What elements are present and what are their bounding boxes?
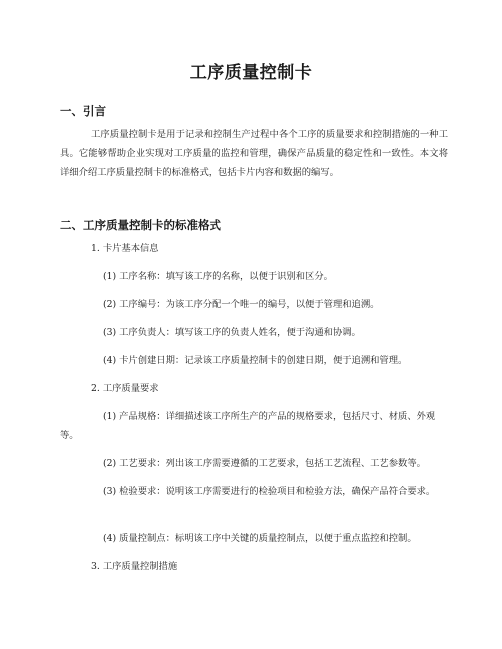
subitem-product-spec: (1) 产品规格：详细描述该工序所生产的产品的规格要求，包括尺寸、材质、外观等。 bbox=[60, 411, 436, 441]
section-heading-standard-format: 二、工序质量控制卡的标准格式 bbox=[60, 218, 221, 232]
subitem-quality-control-points: (4) 质量控制点：标明该工序中关键的质量控制点，以便于重点监控和控制。 bbox=[103, 533, 417, 544]
item-card-basic-info: 1. 卡片基本信息 bbox=[91, 243, 159, 254]
document-title: 工序质量控制卡 bbox=[189, 63, 313, 83]
item-quality-control-measures: 3. 工序质量控制措施 bbox=[91, 561, 178, 572]
item-quality-requirements: 2. 工序质量要求 bbox=[91, 383, 159, 394]
subitem-process-number: (2) 工序编号：为该工序分配一个唯一的编号，以便于管理和追溯。 bbox=[103, 299, 380, 310]
section-heading-introduction: 一、引言 bbox=[60, 104, 106, 118]
subitem-inspection-requirements: (3) 检验要求：说明该工序需要进行的检验项目和检验方法，确保产品符合要求。 bbox=[103, 486, 436, 497]
subitem-card-creation-date: (4) 卡片创建日期：记录该工序质量控制卡的创建日期，便于追溯和管理。 bbox=[103, 355, 408, 366]
introduction-paragraph: 工序质量控制卡是用于记录和控制生产过程中各个工序的质量要求和控制措施的一种工具。它能够帮助企业实现对工序质量的监控和管理，确保产品质量的稳定性和一致性。本文将详细介绍工序质量控制卡的标准格式，包括卡片内容和数据的编写。 bbox=[60, 129, 448, 178]
subitem-process-owner: (3) 工序负责人：填写该工序的负责人姓名，便于沟通和协调。 bbox=[103, 327, 361, 338]
subitem-process-requirements: (2) 工艺要求：列出该工序需要遵循的工艺要求，包括工艺流程、工艺参数等。 bbox=[103, 458, 426, 469]
subitem-process-name: (1) 工序名称：填写该工序的名称，以便于识别和区分。 bbox=[103, 271, 333, 282]
